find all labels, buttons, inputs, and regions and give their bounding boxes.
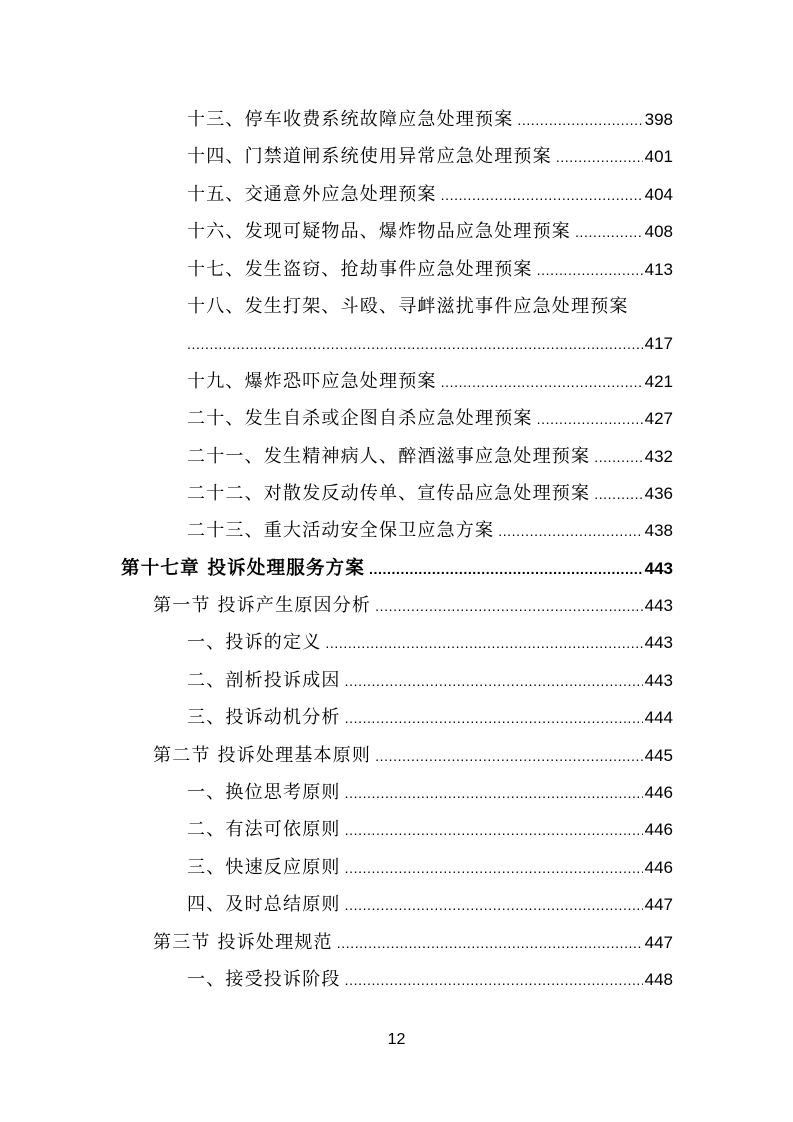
toc-entry-wrapped[interactable] bbox=[0, 288, 793, 325]
toc-entry-title: 十三、停车收费系统故障应急处理预案 bbox=[187, 109, 514, 130]
dot-leader bbox=[345, 887, 643, 924]
dot-leader bbox=[187, 326, 643, 363]
toc-entry-title: 二十三、重大活动安全保卫应急方案 bbox=[187, 520, 495, 542]
toc-entry-page: 408 bbox=[644, 222, 673, 242]
dot-leader bbox=[345, 850, 643, 887]
toc-entry[interactable] bbox=[0, 438, 793, 475]
toc-section-title: 第一节 投诉产生原因分析 bbox=[153, 595, 372, 617]
toc-entry[interactable] bbox=[0, 475, 793, 512]
dot-leader bbox=[556, 139, 643, 176]
dot-leader bbox=[345, 700, 643, 737]
toc-entry-page: 448 bbox=[644, 969, 673, 989]
toc-entry-page: 445 bbox=[644, 745, 673, 765]
toc-chapter-entry[interactable] bbox=[0, 550, 793, 587]
toc-entry[interactable] bbox=[0, 176, 793, 213]
toc-chapter-title: 第十七章 投诉处理服务方案 bbox=[121, 557, 366, 579]
toc-entry-title: 一、换位思考原则 bbox=[187, 782, 341, 804]
toc-entry-title: 十八、发生打架、斗殴、寻衅滋扰事件应急处理预案 bbox=[187, 295, 629, 317]
toc-entry-page: 443 bbox=[644, 596, 673, 616]
dot-leader bbox=[537, 401, 643, 438]
toc-entry-page: 438 bbox=[644, 521, 673, 541]
toc-entry-title: 十五、交通意外应急处理预案 bbox=[187, 183, 437, 205]
toc-entry-title: 四、及时总结原则 bbox=[187, 894, 341, 916]
toc-entry-title: 十四、门禁道闸系统使用异常应急处理预案 bbox=[187, 146, 552, 168]
toc-entry[interactable] bbox=[0, 101, 793, 138]
dot-leader bbox=[345, 962, 643, 999]
dot-leader bbox=[441, 364, 643, 401]
table-of-contents bbox=[0, 101, 793, 998]
dot-leader bbox=[345, 663, 643, 700]
toc-entry-title: 十九、爆炸恐吓应急处理预案 bbox=[187, 370, 437, 392]
toc-entry-page: 446 bbox=[644, 783, 673, 803]
dot-leader bbox=[369, 551, 643, 588]
toc-entry-page: 447 bbox=[644, 932, 673, 952]
dot-leader bbox=[498, 513, 642, 550]
toc-entry[interactable] bbox=[0, 886, 793, 923]
toc-entry-title: 三、快速反应原则 bbox=[187, 856, 341, 878]
toc-entry-page: 443 bbox=[644, 558, 673, 578]
toc-entry-page: 401 bbox=[644, 147, 673, 167]
dot-leader bbox=[345, 775, 643, 812]
toc-entry[interactable] bbox=[0, 213, 793, 250]
toc-entry[interactable] bbox=[0, 961, 793, 998]
toc-entry-page: 421 bbox=[644, 371, 673, 391]
dot-leader bbox=[594, 439, 642, 476]
toc-entry-page: 444 bbox=[644, 708, 673, 728]
toc-entry[interactable] bbox=[0, 251, 793, 288]
toc-entry-page: 447 bbox=[644, 895, 673, 915]
toc-section-title: 第二节 投诉处理基本原则 bbox=[153, 744, 372, 766]
toc-entry-page: 404 bbox=[644, 184, 673, 204]
toc-entry[interactable] bbox=[0, 400, 793, 437]
toc-section-entry[interactable] bbox=[0, 924, 793, 961]
toc-entry-continuation[interactable] bbox=[0, 325, 793, 362]
dot-leader bbox=[345, 812, 643, 849]
toc-entry-page: 443 bbox=[644, 633, 673, 653]
toc-entry-title: 一、投诉的定义 bbox=[187, 632, 322, 654]
toc-entry-page: 427 bbox=[644, 409, 673, 429]
toc-entry-page: 443 bbox=[644, 670, 673, 690]
dot-leader bbox=[594, 476, 642, 513]
toc-entry-title: 一、接受投诉阶段 bbox=[187, 968, 341, 990]
dot-leader bbox=[517, 102, 642, 139]
toc-entry-page: 413 bbox=[644, 259, 673, 279]
toc-entry-title: 二、有法可依原则 bbox=[187, 819, 341, 841]
toc-section-entry[interactable] bbox=[0, 587, 793, 624]
toc-entry-title: 二十二、对散发反动传单、宣传品应急处理预案 bbox=[187, 482, 591, 504]
toc-entry-page: 432 bbox=[644, 446, 673, 466]
dot-leader bbox=[325, 625, 642, 662]
toc-entry[interactable] bbox=[0, 774, 793, 811]
page-number: 12 bbox=[387, 1031, 406, 1048]
toc-entry[interactable] bbox=[0, 138, 793, 175]
toc-entry-title: 二十一、发生精神病人、醉酒滋事应急处理预案 bbox=[187, 445, 591, 467]
dot-leader bbox=[575, 214, 643, 251]
dot-leader bbox=[375, 738, 643, 775]
toc-entry-title: 十六、发现可疑物品、爆炸物品应急处理预案 bbox=[187, 221, 571, 243]
toc-entry[interactable] bbox=[0, 624, 793, 661]
toc-entry[interactable] bbox=[0, 512, 793, 549]
toc-entry[interactable] bbox=[0, 699, 793, 736]
toc-section-title: 第三节 投诉处理规范 bbox=[153, 931, 333, 953]
dot-leader bbox=[375, 588, 643, 625]
toc-entry[interactable] bbox=[0, 849, 793, 886]
toc-entry-page: 398 bbox=[644, 110, 673, 129]
dot-leader bbox=[537, 252, 643, 289]
toc-entry-title: 十七、发生盗窃、抢劫事件应急处理预案 bbox=[187, 258, 533, 280]
dot-leader bbox=[337, 925, 643, 962]
toc-entry-page: 446 bbox=[644, 857, 673, 877]
toc-entry[interactable] bbox=[0, 662, 793, 699]
toc-section-entry[interactable] bbox=[0, 737, 793, 774]
toc-entry-title: 二、剖析投诉成因 bbox=[187, 669, 341, 691]
toc-entry-page: 436 bbox=[644, 483, 673, 503]
toc-entry-page: 446 bbox=[644, 820, 673, 840]
dot-leader bbox=[441, 177, 643, 214]
toc-entry-title: 三、投诉动机分析 bbox=[187, 707, 341, 729]
toc-entry-page: 417 bbox=[644, 334, 673, 354]
toc-entry-title: 二十、发生自杀或企图自杀应急处理预案 bbox=[187, 408, 533, 430]
toc-entry[interactable] bbox=[0, 811, 793, 848]
toc-entry[interactable] bbox=[0, 363, 793, 400]
